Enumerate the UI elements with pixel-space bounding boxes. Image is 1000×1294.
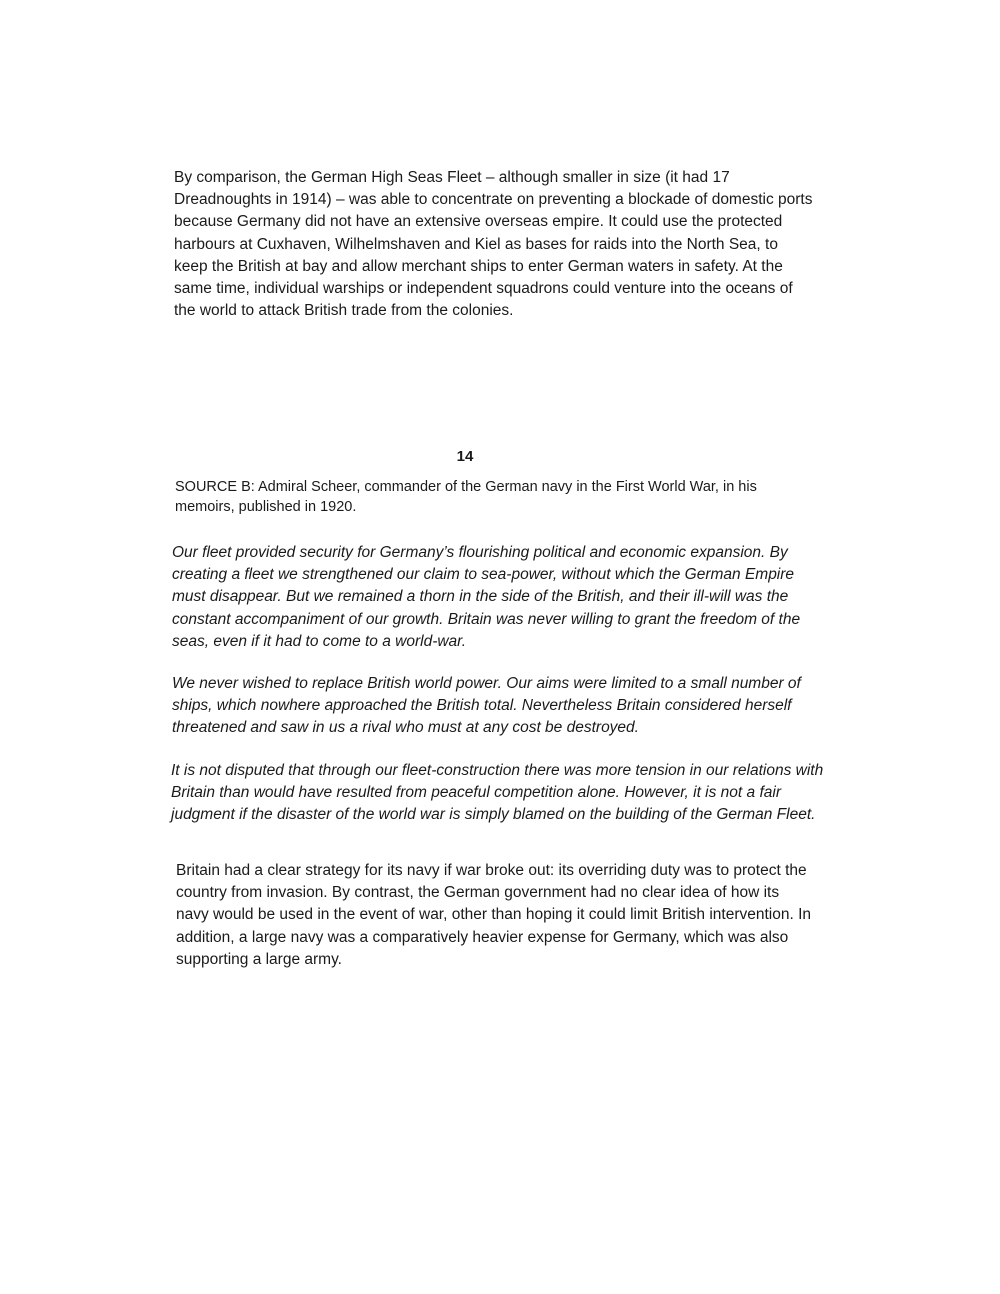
quote-line: must disappear. But we remained a thorn in the side of the British, and their ill-will was the — [172, 588, 789, 606]
quote-line: judgment if the disaster of the world war is simply blamed on the building of the German Fleet. — [171, 806, 816, 824]
quote-line: seas, even if it had to come to a world-war. — [172, 632, 467, 650]
quote-line: constant accompaniment of our growth. Britain was never willing to grant the freedom of the — [172, 610, 801, 628]
text-line: same time, individual warships or independent squadrons could venture into the oceans of — [174, 280, 793, 298]
text-line: keep the British at bay and allow merchant ships to enter German waters in safety. At the — [174, 257, 783, 275]
text-line: the world to attack British trade from the colonies. — [174, 302, 514, 320]
text-line: Britain had a clear strategy for its navy if war broke out: its overriding duty was to protect the — [176, 862, 807, 879]
paragraph-german-fleet — [174, 167, 812, 322]
source-caption — [175, 477, 757, 517]
paragraph-naval-strategy — [176, 860, 811, 971]
quote-line: Our fleet provided security for Germany’s flourishing political and economic expansion. By — [172, 544, 788, 561]
quote-line: We never wished to replace British world power. Our aims were limited to a small number of — [172, 675, 801, 692]
quote-line: ships, which nowhere approached the British total. Nevertheless Britain considered herself — [172, 697, 792, 715]
text-line: because Germany did not have an extensive overseas empire. It could use the protected — [174, 213, 783, 231]
quote-paragraph-3 — [171, 760, 823, 827]
quote-line: Britain than would have resulted from peaceful competition alone. However, it is not a fair — [171, 784, 781, 802]
quote-paragraph-2 — [172, 673, 801, 740]
text-line: By comparison, the German High Seas Fleet – although smaller in size (it had 17 — [174, 169, 730, 186]
caption-line: SOURCE B: Admiral Scheer, commander of the German navy in the First World War, in his — [175, 479, 757, 495]
quote-line: threatened and saw in us a rival who must at any cost be destroyed. — [172, 719, 639, 737]
text-line: addition, a large navy was a comparatively heavier expense for Germany, which was also — [176, 928, 789, 946]
text-line: harbours at Cuxhaven, Wilhelmshaven and Kiel as bases for raids into the North Sea, to — [174, 235, 778, 253]
text-line: supporting a large army. — [176, 950, 342, 968]
quote-line: It is not disputed that through our fleet-construction there was more tension in our relations with — [171, 762, 824, 779]
quote-line: creating a fleet we strengthened our claim to sea-power, without which the German Empire — [172, 566, 795, 584]
quote-paragraph-1 — [172, 542, 800, 653]
text-line: Dreadnoughts in 1914) – was able to concentrate on preventing a blockade of domestic ports — [174, 191, 813, 209]
text-line: country from invasion. By contrast, the German government had no clear idea of how its — [176, 884, 780, 902]
page-number: 14 — [456, 448, 474, 465]
text-line: navy would be used in the event of war, other than hoping it could limit British intervention. In — [176, 906, 812, 924]
caption-line: memoirs, published in 1920. — [175, 499, 357, 515]
